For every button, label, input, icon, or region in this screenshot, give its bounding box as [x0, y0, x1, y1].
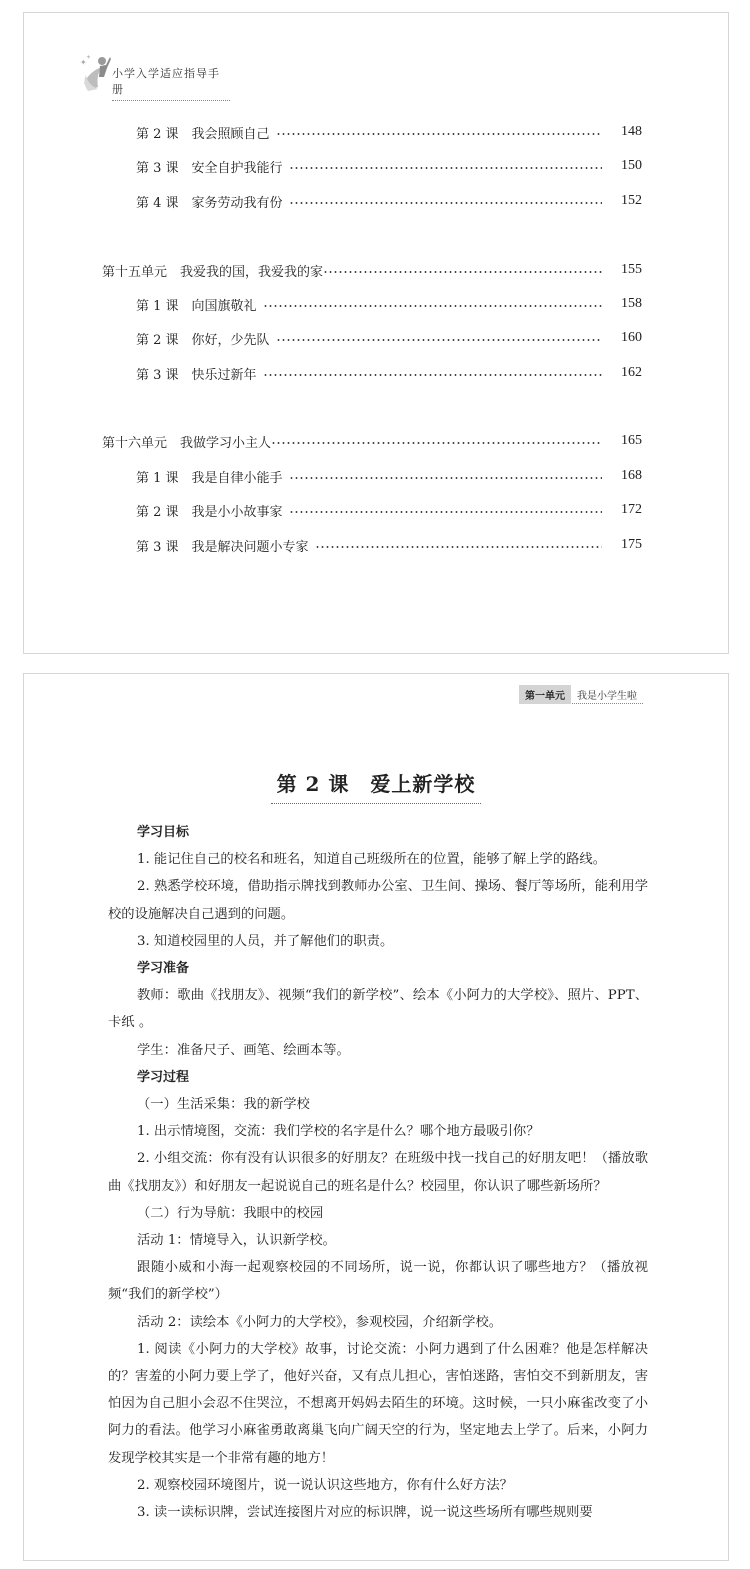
toc-entry-label: 第 1 课 我是自律小能手: [136, 470, 283, 486]
toc-entry[interactable]: [136, 500, 642, 520]
toc-entry-label: 第 2 课 你好，少先队: [136, 332, 270, 348]
toc-entry-page: 175: [621, 537, 642, 552]
toc-entry-label: 第 3 课 我是解决问题小专家: [136, 539, 309, 555]
paragraph: 活动 2：读绘本《小阿力的大学校》，参观校园，介绍新学校。: [137, 1314, 503, 1330]
toc-entry[interactable]: [136, 156, 642, 176]
paragraph: （一）生活采集：我的新学校: [137, 1097, 310, 1113]
lesson-page: [23, 673, 729, 1561]
toc-entry-page: 172: [621, 502, 642, 517]
toc-entry[interactable]: [136, 535, 642, 555]
leader-dots: [289, 511, 602, 513]
toc-unit-entry[interactable]: [102, 431, 642, 451]
toc-entry[interactable]: [136, 191, 642, 211]
toc-entry-label: 第十五单元 我爱我的国，我爱我的家: [102, 264, 324, 280]
leader-dots: [323, 271, 602, 273]
section-heading: 学习目标: [137, 825, 190, 840]
leader-dots: [289, 477, 602, 479]
unit-name: 我是小学生啦: [577, 690, 637, 702]
toc-unit-entry[interactable]: [102, 260, 642, 280]
svg-text:✦: ✦: [86, 54, 92, 61]
toc-entry[interactable]: [136, 294, 642, 314]
toc-entry[interactable]: [136, 122, 642, 142]
paragraph: 2. 小组交流：你有没有认识很多的好朋友？在班级中找一找自己的好朋友吧！（播放歌曲《找朋友》）和好朋友一起说说自己的班名是什么？校园里，你认识了哪些新场所？: [108, 1151, 648, 1194]
toc-entry-label: 第 2 课 我会照顾自己: [136, 126, 270, 142]
leader-dots: [315, 546, 602, 548]
lesson-title-wrap: [24, 768, 728, 804]
lesson-body: [108, 819, 648, 1526]
paragraph: 3. 读一读标识牌，尝试连接图片对应的标识牌，说一说这些场所有哪些规则要: [137, 1505, 593, 1521]
leader-dots: [276, 339, 602, 341]
toc-page: [23, 12, 729, 654]
toc-entry-page: 148: [621, 124, 642, 139]
leader-dots: [289, 167, 602, 169]
running-header: [519, 685, 643, 704]
toc-entry[interactable]: [136, 328, 642, 348]
book-header: [80, 53, 230, 95]
paragraph: 活动 1：情境导入，认识新学校。: [137, 1233, 336, 1249]
book-title: 小学入学适应指导手册: [112, 65, 230, 101]
leader-dots: [263, 305, 602, 307]
leader-dots: [271, 442, 602, 444]
toc-entry[interactable]: [136, 466, 642, 486]
toc-entry-page: 155: [621, 262, 642, 277]
section-heading: 学习准备: [137, 961, 190, 977]
toc-entry-page: 160: [621, 330, 642, 345]
svg-text:✦: ✦: [80, 58, 87, 67]
toc-entry-label: 第 3 课 快乐过新年: [136, 367, 257, 383]
toc-entry-label: 第 3 课 安全自护我能行: [136, 160, 283, 176]
paragraph: 2. 观察校园环境图片，说一说认识这些地方，你有什么好方法？: [137, 1477, 513, 1493]
reading-child-logo-icon: [80, 53, 114, 93]
paragraph: 2. 熟悉学校环境，借助指示牌找到教师办公室、卫生间、操场、餐厅等场所，能利用学校的设施解决自己遇到的问题。: [108, 879, 648, 922]
toc-entry-label: 第 2 课 我是小小故事家: [136, 504, 283, 520]
toc-entry-page: 168: [621, 468, 642, 483]
paragraph: 1. 能记住自己的校名和班名，知道自己班级所在的位置，能够了解上学的路线。: [137, 852, 607, 868]
toc-entry-page: 152: [621, 193, 642, 208]
paragraph: 1. 出示情境图，交流：我们学校的名字是什么？哪个地方最吸引你？: [137, 1124, 540, 1140]
toc-entry-label: 第 1 课 向国旗敬礼: [136, 298, 257, 314]
toc-entry-label: 第十六单元 我做学习小主人: [102, 435, 272, 451]
paragraph: 跟随小威和小海一起观察校园的不同场所，说一说，你都认识了哪些地方？（播放视频“我们的新学校”）: [108, 1260, 648, 1303]
paragraph: 3. 知道校园里的人员，并了解他们的职责。: [137, 933, 394, 949]
toc-entry-page: 158: [621, 296, 642, 311]
paragraph: （二）行为导航：我眼中的校园: [137, 1205, 324, 1221]
section-heading: 学习过程: [137, 1069, 190, 1085]
paragraph: 教师：歌曲《找朋友》、视频“我们的新学校”、绘本《小阿力的大学校》、照片、PPT、卡纸 。: [108, 988, 648, 1031]
paragraph: 学生：准备尺子、画笔、绘画本等。: [137, 1042, 350, 1058]
toc-entry-page: 165: [621, 433, 642, 448]
paragraph: 1. 阅读《小阿力的大学校》故事，讨论交流：小阿力遇到了什么困难？他是怎样解决的？害羞的小阿力要上学了，他好兴奋，又有点儿担心，害怕迷路，害怕交不到新朋友，害怕因为自己胆小会忍不住哭泣，不想离开妈妈去陌生的环境。这时候，一只小麻雀改变了小阿力的看法。他学习小麻雀勇敢离巢飞向广阔天空的行为，坚定地去上学了。后来，小阿力发现学校其实是一个非常有趣的地方！: [108, 1341, 648, 1466]
leader-dots: [289, 202, 602, 204]
toc-entry[interactable]: [136, 363, 642, 383]
leader-dots: [276, 133, 602, 135]
lesson-title: 第 2 课 爱上新学校: [271, 768, 482, 804]
leader-dots: [263, 374, 602, 376]
toc-entry-page: 150: [621, 158, 642, 173]
toc-entry-page: 162: [621, 365, 642, 380]
toc-entry-label: 第 4 课 家务劳动我有份: [136, 195, 283, 211]
unit-tag: 第一单元: [519, 685, 571, 704]
